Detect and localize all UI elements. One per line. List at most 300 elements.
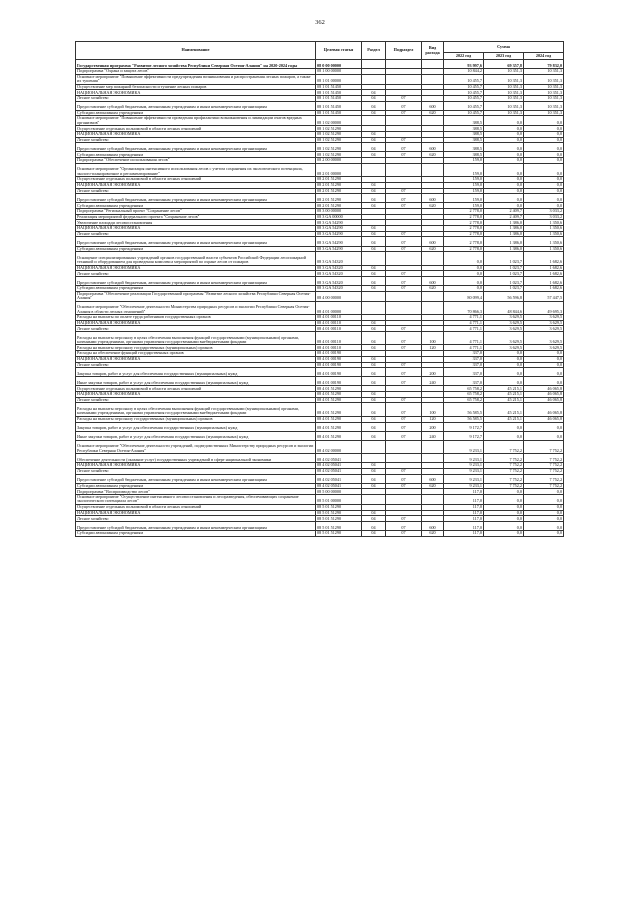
table-row	[76, 143, 564, 152]
cell-name: Осуществление мер пожарной безопасности и тушение лесных пожаров	[76, 84, 316, 90]
cell-expense-type	[422, 163, 444, 176]
cell-sum-2024: 1 682,6	[524, 277, 564, 286]
cell-sum-2022: 9 233,1	[444, 483, 484, 489]
cell-sum-2022: 80 099,4	[444, 291, 484, 301]
cell-target-article: 08 3 00 00000	[316, 209, 362, 215]
cell-target-article: 08 3 GA 00000	[316, 214, 362, 220]
cell-expense-type: 620	[422, 286, 444, 292]
cell-target-article: 08 4 02 05041	[316, 454, 362, 463]
cell-sum-2024: 0,0	[524, 368, 564, 377]
cell-sum-2024: 1 350,6	[524, 220, 564, 226]
table-row	[76, 403, 564, 416]
table-row	[76, 291, 564, 301]
cell-subsection: 07	[386, 231, 422, 237]
cell-target-article: 08 1 01 51450	[316, 90, 362, 96]
cell-sum-2022: 159,0	[444, 194, 484, 203]
cell-section: 04	[362, 246, 386, 252]
cell-sum-2023: 1 386,0	[484, 220, 524, 226]
cell-sum-2023: 10 351,3	[484, 90, 524, 96]
cell-name: Расходы на выплаты персоналу государственных (муниципальных) органов	[76, 345, 316, 351]
cell-sum-2022: 0,0	[444, 271, 484, 277]
cell-sum-2022: 337,0	[444, 356, 484, 362]
cell-section: 04	[362, 397, 386, 403]
cell-name: Подпрограмма "Воспроизводство лесов"	[76, 489, 316, 495]
cell-sum-2022: 56 585,5	[444, 403, 484, 416]
cell-name: Основное мероприятие "Обеспечение деятельности учреждений, подведомственных Министерству природных ресурсов и экологии Республики Северная Осетия-Алания"	[76, 440, 316, 453]
cell-sum-2022: 9 233,1	[444, 463, 484, 469]
table-row	[76, 116, 564, 126]
cell-sum-2022: 2 778,0	[444, 237, 484, 246]
cell-name: Субсидии автономным учреждениям	[76, 152, 316, 158]
cell-sum-2022: 10 455,7	[444, 90, 484, 96]
cell-target-article: 08 2 01 51290	[316, 203, 362, 209]
cell-sum-2022: 9 233,1	[444, 474, 484, 483]
cell-expense-type	[422, 60, 444, 69]
cell-section: 04	[362, 521, 386, 530]
cell-name: Основное мероприятие "Повышение эффективности проведения профилактики возникновения и ликвидации очагов вредных организмов"	[76, 116, 316, 126]
cell-sum-2022: 117,0	[444, 504, 484, 510]
cell-sum-2023: 0,0	[484, 152, 524, 158]
cell-section: 04	[362, 131, 386, 137]
cell-name: Лесное хозяйство	[76, 468, 316, 474]
cell-sum-2023: 0,0	[484, 510, 524, 516]
cell-sum-2022: 4 771,1	[444, 314, 484, 320]
cell-sum-2024: 10 351,3	[524, 69, 564, 75]
cell-expense-type: 620	[422, 246, 444, 252]
cell-subsection	[386, 116, 422, 126]
cell-target-article: 08 5 01 51290	[316, 521, 362, 530]
cell-target-article: 08 3 GA 54290	[316, 246, 362, 252]
cell-expense-type: 600	[422, 194, 444, 203]
cell-name: НАЦИОНАЛЬНАЯ ЭКОНОМИКА	[76, 226, 316, 232]
cell-target-article: 08 2 00 00000	[316, 158, 362, 164]
table-row	[76, 60, 564, 69]
header-year-2023: 2023 год	[484, 53, 524, 60]
cell-name: Предоставление субсидий бюджетным, автономным учреждениям и иным некоммерческим организациям	[76, 101, 316, 110]
table-header	[76, 42, 564, 60]
cell-sum-2024: 7 752,2	[524, 454, 564, 463]
cell-sum-2024: 1 350,6	[524, 226, 564, 232]
cell-section: 04	[362, 90, 386, 96]
cell-section: 04	[362, 416, 386, 422]
cell-sum-2022: 10 455,7	[444, 101, 484, 110]
cell-sum-2022: 4 771,1	[444, 345, 484, 351]
cell-sum-2024: 10 351,3	[524, 74, 564, 84]
cell-sum-2024: 0,0	[524, 188, 564, 194]
cell-name: Предоставление субсидий бюджетным, автономным учреждениям и иным некоммерческим организациям	[76, 277, 316, 286]
cell-name: Расходы на обеспечение функций государственных органов	[76, 351, 316, 357]
cell-sum-2022: 117,0	[444, 495, 484, 505]
cell-subsection: 07	[386, 368, 422, 377]
cell-sum-2024: 0,0	[524, 143, 564, 152]
cell-sum-2022: 70 866,3	[444, 301, 484, 314]
cell-target-article: 08 2 01 00000	[316, 163, 362, 176]
cell-target-article: 08 4 01 51290	[316, 431, 362, 440]
cell-section: 04	[362, 110, 386, 116]
cell-sum-2024: 1 682,6	[524, 265, 564, 271]
cell-sum-2024: 0,0	[524, 137, 564, 143]
cell-sum-2022: 2 778,0	[444, 231, 484, 237]
cell-sum-2022: 9 233,1	[444, 440, 484, 453]
cell-name: Субсидии автономным учреждениям	[76, 246, 316, 252]
cell-section	[362, 301, 386, 314]
cell-subsection: 07	[386, 286, 422, 292]
cell-sum-2024: 1 682,6	[524, 271, 564, 277]
cell-sum-2023: 2 409,7	[484, 214, 524, 220]
cell-name: Увеличение площади лесовосстановления	[76, 220, 316, 226]
cell-name: Субсидии автономным учреждениям	[76, 110, 316, 116]
cell-target-article: 08 4 01 51290	[316, 422, 362, 431]
cell-subsection: 07	[386, 403, 422, 416]
cell-sum-2022: 117,0	[444, 510, 484, 516]
cell-expense-type	[422, 291, 444, 301]
cell-target-article: 08 5 00 00000	[316, 489, 362, 495]
cell-sum-2023: 0,0	[484, 137, 524, 143]
cell-sum-2023: 0,0	[484, 431, 524, 440]
cell-name: Основное мероприятие "Организация интенсивного использования лесов с учетом сохранения их экологического потенциала, эколого-планировочное и регламентирование"	[76, 163, 316, 176]
cell-sum-2023: 10 351,3	[484, 110, 524, 116]
cell-target-article: 08 1 01 51450	[316, 110, 362, 116]
cell-sum-2022: 10 455,7	[444, 74, 484, 84]
cell-section: 04	[362, 368, 386, 377]
cell-target-article: 08 4 01 00190	[316, 351, 362, 357]
cell-subsection	[386, 440, 422, 453]
cell-sum-2022: 10 455,7	[444, 84, 484, 90]
cell-sum-2023: 0,0	[484, 531, 524, 537]
cell-sum-2023: 3 629,5	[484, 332, 524, 345]
cell-section	[362, 74, 386, 84]
cell-name: Расходы на выплаты персоналу государственных (муниципальных) органов	[76, 416, 316, 422]
cell-sum-2022: 10 455,7	[444, 110, 484, 116]
cell-name: Предоставление субсидий бюджетным, автономным учреждениям и иным некоммерческим организациям	[76, 474, 316, 483]
cell-expense-type	[422, 116, 444, 126]
cell-subsection	[386, 60, 422, 69]
cell-subsection: 07	[386, 194, 422, 203]
cell-sum-2023: 1 023,7	[484, 277, 524, 286]
cell-target-article: 08 2 01 51290	[316, 182, 362, 188]
cell-sum-2023: 0,0	[484, 422, 524, 431]
cell-target-article: 08 4 01 00110	[316, 332, 362, 345]
cell-subsection: 07	[386, 326, 422, 332]
cell-section: 04	[362, 194, 386, 203]
table-row	[76, 422, 564, 431]
cell-target-article: 08 2 01 51290	[316, 194, 362, 203]
cell-expense-type: 240	[422, 431, 444, 440]
cell-target-article: 08 4 01 00190	[316, 368, 362, 377]
cell-target-article: 08 4 02 05041	[316, 483, 362, 489]
cell-subsection: 07	[386, 362, 422, 368]
cell-section	[362, 440, 386, 453]
cell-sum-2024: 10 351,3	[524, 84, 564, 90]
header-expense-type: Вид расхода	[422, 42, 444, 60]
cell-expense-type	[422, 74, 444, 84]
cell-name: Субсидии автономным учреждениям	[76, 531, 316, 537]
cell-sum-2022: 2 778,0	[444, 246, 484, 252]
cell-target-article: 08 3 GA 54320	[316, 265, 362, 271]
cell-subsection: 07	[386, 431, 422, 440]
cell-section: 04	[362, 403, 386, 416]
cell-sum-2024: 1 350,6	[524, 231, 564, 237]
cell-name: НАЦИОНАЛЬНАЯ ЭКОНОМИКА	[76, 265, 316, 271]
cell-expense-type: 120	[422, 345, 444, 351]
cell-sum-2023: 1 386,0	[484, 231, 524, 237]
cell-sum-2023: 7 752,2	[484, 463, 524, 469]
cell-sum-2024: 0,0	[524, 163, 564, 176]
cell-section	[362, 495, 386, 505]
cell-target-article: 08 3 GA 54320	[316, 286, 362, 292]
cell-sum-2023: 1 023,7	[484, 286, 524, 292]
cell-sum-2022: 388,5	[444, 116, 484, 126]
cell-name: НАЦИОНАЛЬНАЯ ЭКОНОМИКА	[76, 320, 316, 326]
cell-expense-type: 620	[422, 531, 444, 537]
cell-sum-2023: 10 351,3	[484, 95, 524, 101]
cell-name: Осуществление отдельных полномочий в области лесных отношений	[76, 504, 316, 510]
cell-sum-2023: 0,0	[484, 126, 524, 132]
cell-sum-2024: 10 351,3	[524, 110, 564, 116]
cell-sum-2024: 3 629,5	[524, 332, 564, 345]
cell-expense-type: 600	[422, 521, 444, 530]
cell-target-article: 08 5 01 51290	[316, 516, 362, 522]
cell-name: Закупка товаров, работ и услуг для обеспечения государственных (муниципальных) нужд	[76, 368, 316, 377]
cell-subsection: 07	[386, 516, 422, 522]
cell-subsection: 07	[386, 101, 422, 110]
cell-sum-2023: 7 752,2	[484, 483, 524, 489]
cell-name: Субсидии автономным учреждениям	[76, 483, 316, 489]
cell-sum-2023: 3 629,5	[484, 314, 524, 320]
cell-sum-2022: 117,0	[444, 516, 484, 522]
cell-sum-2022: 159,0	[444, 177, 484, 183]
header-year-2024: 2024 год	[524, 53, 564, 60]
cell-sum-2023: 7 752,2	[484, 468, 524, 474]
cell-sum-2022: 117,0	[444, 531, 484, 537]
cell-section: 04	[362, 463, 386, 469]
cell-name: Субсидии автономным учреждениям	[76, 203, 316, 209]
cell-sum-2022: 117,0	[444, 521, 484, 530]
cell-sum-2024: 0,0	[524, 177, 564, 183]
cell-sum-2022: 388,5	[444, 143, 484, 152]
cell-sum-2022: 337,0	[444, 351, 484, 357]
cell-sum-2022: 4 771,1	[444, 326, 484, 332]
cell-sum-2023: 1 023,7	[484, 252, 524, 265]
cell-subsection	[386, 291, 422, 301]
cell-section: 04	[362, 483, 386, 489]
cell-sum-2023: 3 629,5	[484, 345, 524, 351]
cell-sum-2024: 3 629,5	[524, 345, 564, 351]
cell-target-article: 08 1 01 51450	[316, 101, 362, 110]
header-name: Наименование	[76, 42, 316, 60]
cell-target-article: 08 3 GA 54290	[316, 237, 362, 246]
table-row	[76, 368, 564, 377]
cell-name: Лесное хозяйство	[76, 188, 316, 194]
cell-name: Субсидии автономным учреждениям	[76, 286, 316, 292]
cell-sum-2024: 3 629,5	[524, 320, 564, 326]
cell-sum-2023: 10 351,3	[484, 101, 524, 110]
cell-name: Лесное хозяйство	[76, 95, 316, 101]
cell-section: 04	[362, 95, 386, 101]
cell-sum-2023: 2 409,7	[484, 209, 524, 215]
cell-target-article: 08 5 01 00000	[316, 495, 362, 505]
cell-sum-2022: 2 778,0	[444, 220, 484, 226]
table-row	[76, 163, 564, 176]
cell-expense-type	[422, 495, 444, 505]
budget-table	[75, 41, 564, 537]
cell-section: 04	[362, 203, 386, 209]
cell-section: 04	[362, 271, 386, 277]
cell-sum-2022: 2 778,0	[444, 209, 484, 215]
cell-target-article: 08 1 01 00000	[316, 74, 362, 84]
cell-sum-2024: 0,0	[524, 489, 564, 495]
cell-sum-2024: 0,0	[524, 116, 564, 126]
cell-sum-2024: 46 065,8	[524, 403, 564, 416]
cell-sum-2023: 45 215,1	[484, 397, 524, 403]
cell-sum-2023: 56 596,8	[484, 291, 524, 301]
cell-subsection	[386, 74, 422, 84]
cell-sum-2022: 65 758,2	[444, 386, 484, 392]
cell-subsection: 07	[386, 531, 422, 537]
cell-sum-2023: 3 629,5	[484, 320, 524, 326]
cell-sum-2024: 0,0	[524, 377, 564, 386]
cell-sum-2024: 1 350,6	[524, 246, 564, 252]
cell-sum-2022: 4 771,1	[444, 332, 484, 345]
header-subsection: Подраздел	[386, 42, 422, 60]
cell-sum-2023: 0,0	[484, 194, 524, 203]
cell-sum-2024: 10 351,3	[524, 90, 564, 96]
cell-sum-2024: 1 682,6	[524, 286, 564, 292]
cell-sum-2022: 10 844,2	[444, 69, 484, 75]
cell-target-article: 08 3 GA 54290	[316, 226, 362, 232]
cell-subsection: 07	[386, 110, 422, 116]
cell-subsection: 07	[386, 246, 422, 252]
cell-section: 04	[362, 101, 386, 110]
cell-subsection: 07	[386, 521, 422, 530]
cell-expense-type	[422, 454, 444, 463]
cell-sum-2023: 0,0	[484, 177, 524, 183]
cell-expense-type: 620	[422, 110, 444, 116]
cell-section: 04	[362, 468, 386, 474]
cell-sum-2023: 0,0	[484, 495, 524, 505]
cell-section: 04	[362, 188, 386, 194]
cell-subsection	[386, 163, 422, 176]
table-row	[76, 474, 564, 483]
cell-target-article: 08 4 00 00000	[316, 291, 362, 301]
cell-sum-2023: 0,0	[484, 377, 524, 386]
cell-sum-2023: 0,0	[484, 489, 524, 495]
cell-section: 04	[362, 431, 386, 440]
cell-sum-2024: 46 065,8	[524, 416, 564, 422]
cell-target-article: 08 4 02 05041	[316, 463, 362, 469]
cell-section: 04	[362, 345, 386, 351]
cell-sum-2024: 1 682,6	[524, 252, 564, 265]
cell-sum-2023: 0,0	[484, 351, 524, 357]
cell-target-article: 08 4 01 51290	[316, 386, 362, 392]
cell-section: 04	[362, 320, 386, 326]
cell-sum-2022: 93 997,6	[444, 60, 484, 69]
table-row	[76, 277, 564, 286]
cell-sum-2023: 45 215,1	[484, 392, 524, 398]
cell-sum-2024: 3 629,5	[524, 314, 564, 320]
cell-name: НАЦИОНАЛЬНАЯ ЭКОНОМИКА	[76, 463, 316, 469]
cell-name: Лесное хозяйство	[76, 271, 316, 277]
cell-target-article: 08 3 GA 54320	[316, 277, 362, 286]
cell-name: Основное мероприятие "Повышение эффективности предупреждения возникновения и распространения лесных пожаров, а также их тушения"	[76, 74, 316, 84]
cell-subsection: 07	[386, 188, 422, 194]
cell-sum-2023: 0,0	[484, 504, 524, 510]
cell-sum-2022: 117,0	[444, 489, 484, 495]
cell-sum-2024: 0,0	[524, 504, 564, 510]
cell-sum-2022: 65 758,2	[444, 397, 484, 403]
cell-sum-2023: 0,0	[484, 368, 524, 377]
cell-sum-2024: 0,0	[524, 362, 564, 368]
cell-target-article: 08 0 00 00000	[316, 60, 362, 69]
table-row	[76, 531, 564, 537]
cell-sum-2024: 0,0	[524, 194, 564, 203]
cell-expense-type: 620	[422, 203, 444, 209]
cell-name: Предоставление субсидий бюджетным, автономным учреждениям и иным некоммерческим организациям	[76, 143, 316, 152]
cell-sum-2023: 0,0	[484, 158, 524, 164]
cell-subsection: 07	[386, 397, 422, 403]
cell-name: НАЦИОНАЛЬНАЯ ЭКОНОМИКА	[76, 131, 316, 137]
cell-sum-2024: 7 752,2	[524, 463, 564, 469]
cell-sum-2022: 0,0	[444, 252, 484, 265]
cell-sum-2023: 0,0	[484, 203, 524, 209]
cell-section: 04	[362, 326, 386, 332]
cell-sum-2023: 1 023,7	[484, 271, 524, 277]
cell-sum-2024: 49 695,3	[524, 301, 564, 314]
cell-sum-2023: 1 386,0	[484, 226, 524, 232]
cell-sum-2024: 0,0	[524, 516, 564, 522]
cell-target-article: 08 1 00 00000	[316, 69, 362, 75]
cell-sum-2022: 0,0	[444, 277, 484, 286]
cell-expense-type	[422, 301, 444, 314]
cell-expense-type: 600	[422, 143, 444, 152]
cell-name: Подпрограмма "Региональный проект "Сохранение лесов"	[76, 209, 316, 215]
cell-name: Основное мероприятие "Осуществление интенсивного лесовосстановления и лесоразведения, обеспечивающих сохранение экологического потенциала лесов"	[76, 495, 316, 505]
cell-sum-2023: 0,0	[484, 356, 524, 362]
cell-subsection: 07	[386, 483, 422, 489]
header-section: Раздел	[362, 42, 386, 60]
cell-sum-2023: 0,0	[484, 116, 524, 126]
cell-target-article: 08 1 01 51450	[316, 84, 362, 90]
cell-sum-2022: 388,5	[444, 126, 484, 132]
cell-section: 04	[362, 531, 386, 537]
cell-sum-2022: 159,0	[444, 158, 484, 164]
cell-name: Осуществление отдельных полномочий в области лесных отношений	[76, 177, 316, 183]
cell-name: Иные закупки товаров, работ и услуг для обеспечения государственных (муниципальных) нужд	[76, 377, 316, 386]
cell-sum-2023: 45 215,1	[484, 403, 524, 416]
cell-section: 04	[362, 510, 386, 516]
cell-sum-2022: 65 758,2	[444, 392, 484, 398]
cell-sum-2022: 4 771,1	[444, 320, 484, 326]
cell-target-article: 08 1 02 51290	[316, 152, 362, 158]
cell-target-article: 08 3 GA 54290	[316, 231, 362, 237]
cell-target-article: 08 4 01 00110	[316, 326, 362, 332]
cell-sum-2024: 79 832,0	[524, 60, 564, 69]
cell-subsection: 07	[386, 95, 422, 101]
cell-sum-2022: 159,0	[444, 188, 484, 194]
table-row	[76, 237, 564, 246]
cell-expense-type: 620	[422, 152, 444, 158]
cell-sum-2024: 0,0	[524, 126, 564, 132]
cell-name: Закупка товаров, работ и услуг для обеспечения государственных (муниципальных) нужд	[76, 422, 316, 431]
cell-name: Предоставление субсидий бюджетным, автономным учреждениям и иным некоммерческим организациям	[76, 194, 316, 203]
cell-sum-2022: 56 585,5	[444, 416, 484, 422]
cell-target-article: 08 3 GA 54320	[316, 271, 362, 277]
cell-sum-2024: 7 752,2	[524, 440, 564, 453]
cell-expense-type	[422, 252, 444, 265]
cell-sum-2024: 46 065,8	[524, 397, 564, 403]
cell-section	[362, 291, 386, 301]
cell-target-article: 08 4 01 00110	[316, 314, 362, 320]
